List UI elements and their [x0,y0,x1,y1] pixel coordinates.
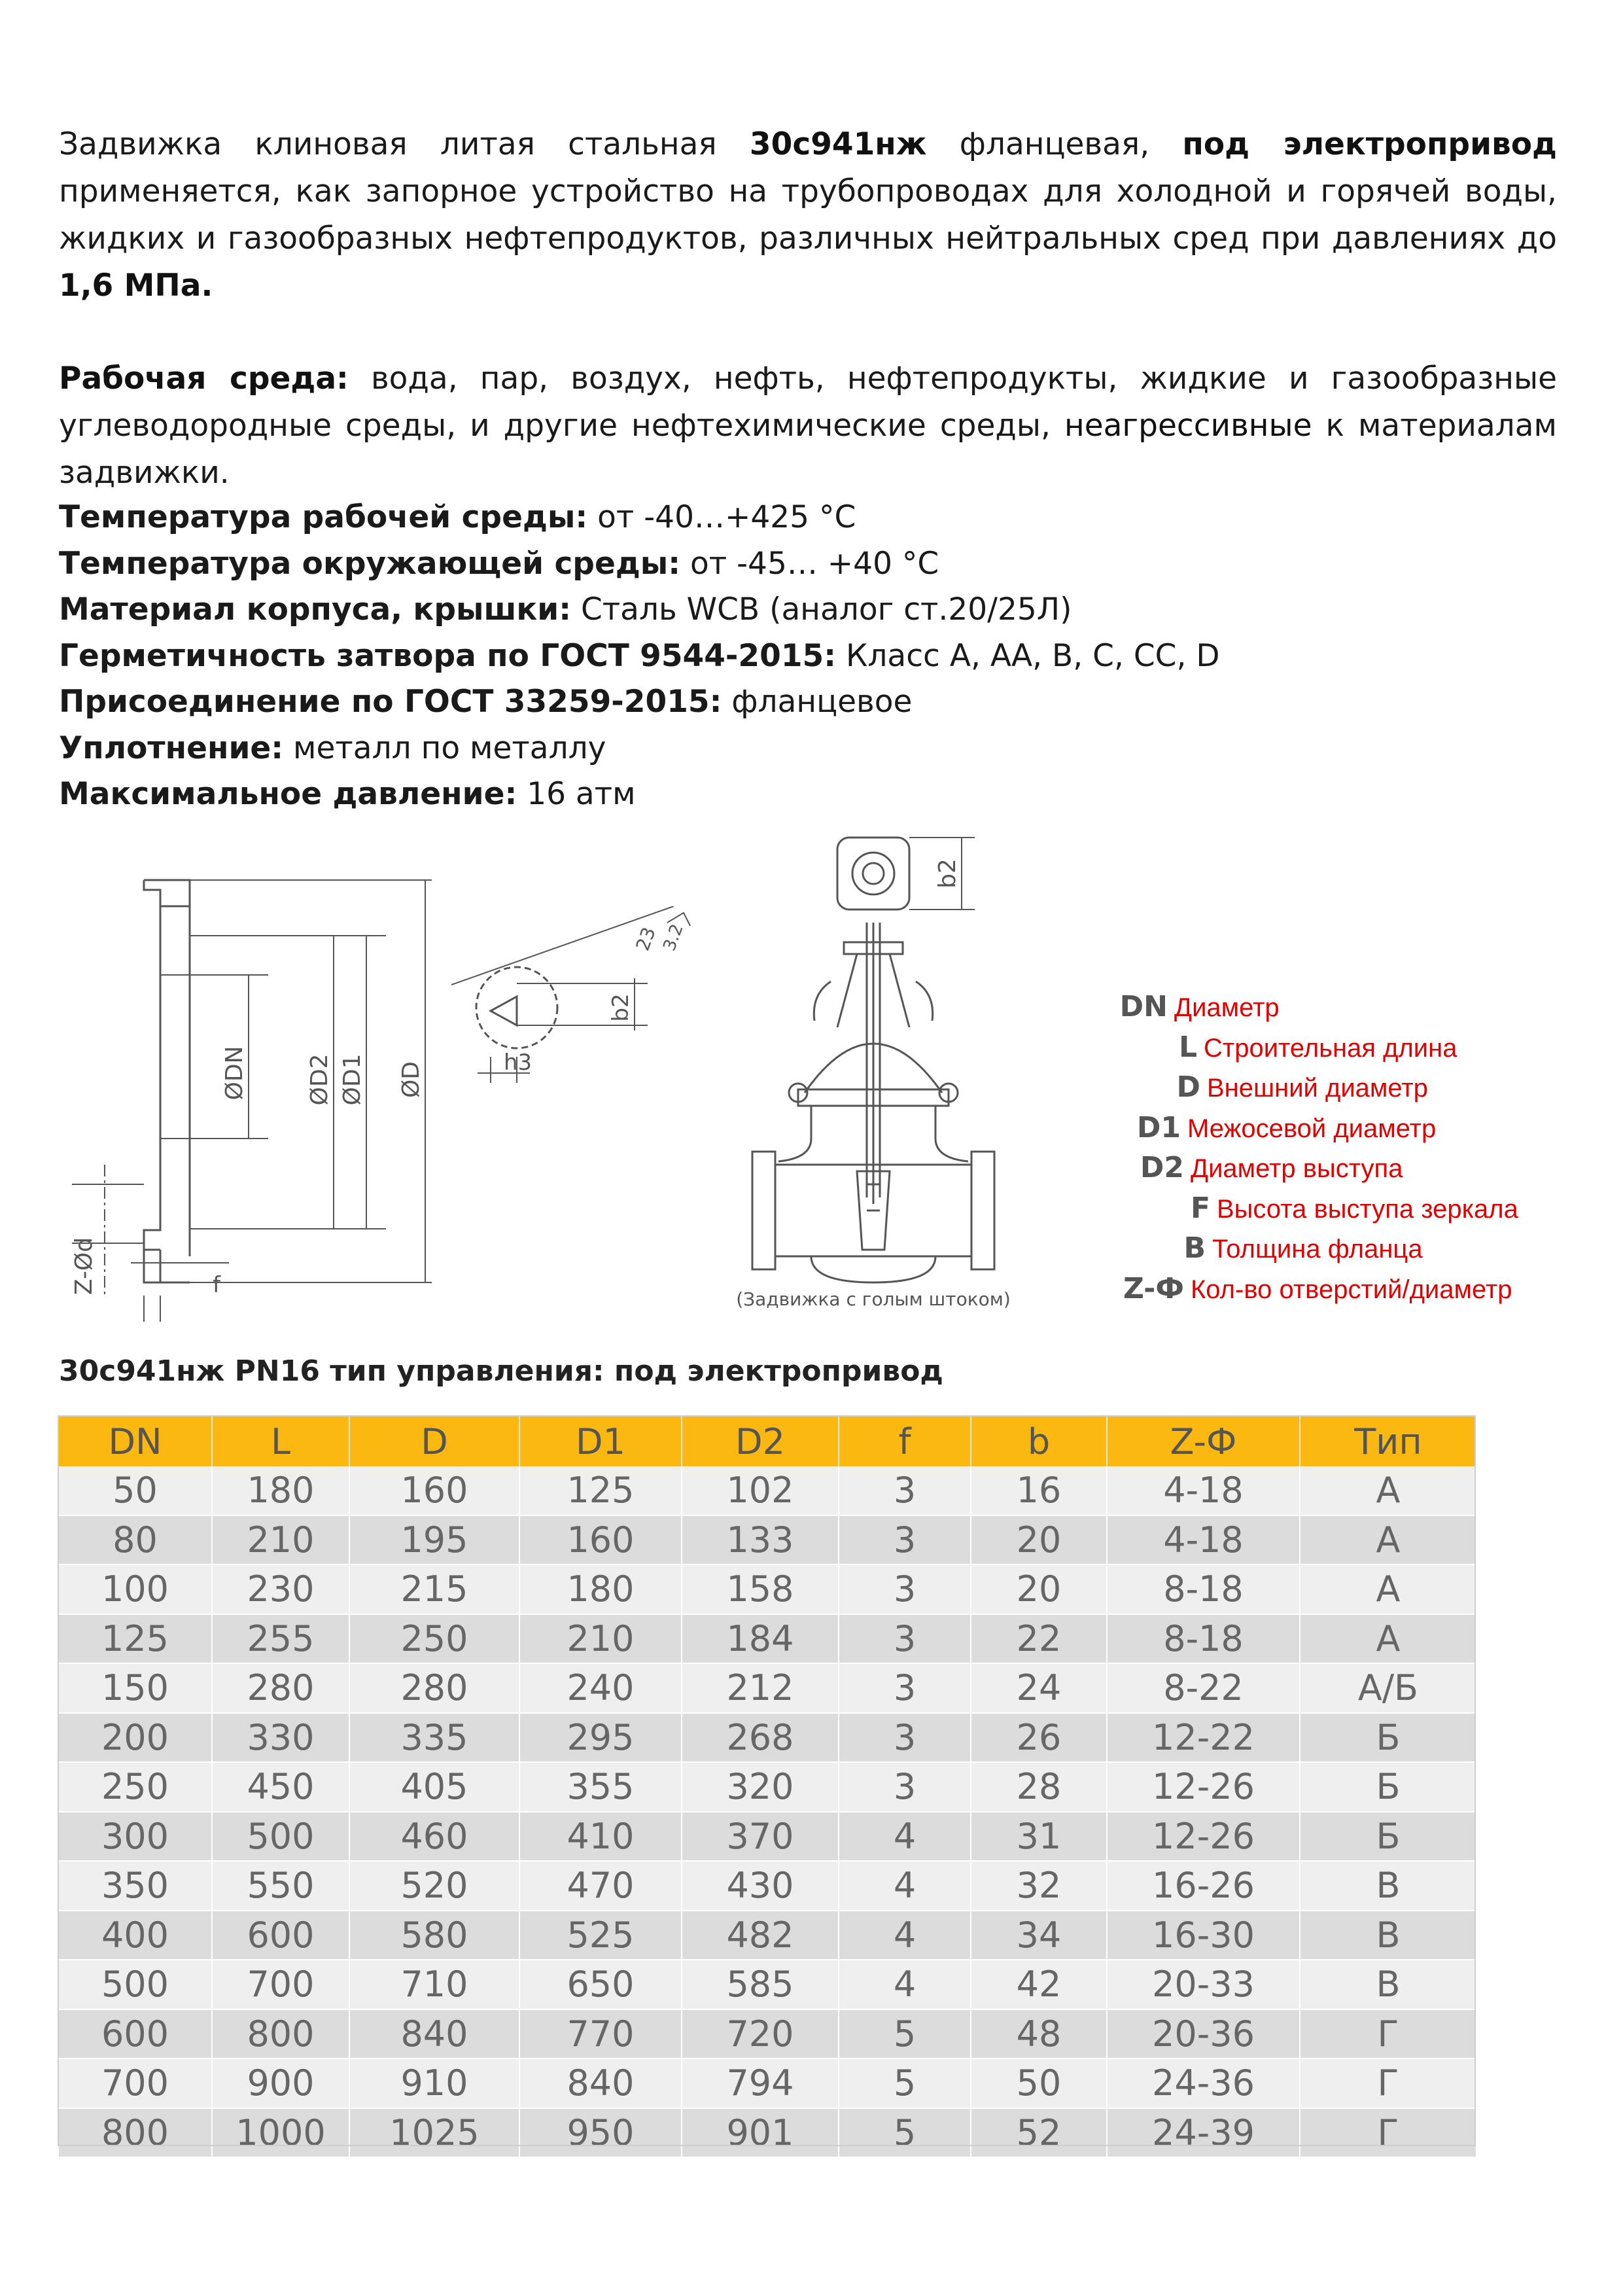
table-cell: 450 [212,1762,349,1812]
table-cell: 26 [971,1713,1107,1763]
table-cell: 5 [839,2108,971,2158]
table-cell: 330 [212,1713,349,1763]
table-cell: 16-30 [1107,1911,1300,1960]
table-cell: 320 [682,1762,839,1812]
table-cell: 215 [349,1564,519,1614]
spec-value: Сталь WCB (аналог ст.20/25Л) [571,592,1072,627]
legend-item [1086,1108,1609,1148]
table-cell: 335 [349,1713,519,1763]
column-header: b [971,1417,1107,1466]
dim-f-label: f [213,1272,220,1298]
legend-description: Диаметр [1174,993,1280,1022]
table-cell: 240 [519,1663,682,1713]
table-cell: 405 [349,1762,519,1812]
table-cell: 4 [839,1812,971,1862]
table-cell: 1025 [349,2108,519,2158]
intro-text: Задвижка клиновая литая стальная [59,126,750,162]
groove-b2-label: b2 [608,993,634,1022]
legend-code: B [1183,1231,1206,1265]
table-cell: 50 [971,2058,1107,2108]
table-row [59,2009,1476,2059]
table-cell: 4-18 [1107,1466,1300,1515]
spec-item [59,679,1557,726]
legend-item [1086,1228,1609,1269]
spec-list [59,495,1557,818]
table-cell: 24-36 [1107,2058,1300,2108]
table-cell: 180 [519,1564,682,1614]
table-cell: 160 [349,1466,519,1515]
table-cell: 210 [212,1515,349,1565]
table-cell: 350 [59,1861,212,1911]
table-cell: 158 [682,1564,839,1614]
table-title: 30с941нж PN16 тип управления: под электропривод [59,1354,943,1388]
table-cell: 212 [682,1663,839,1713]
column-header: f [839,1417,971,1466]
table-cell: 280 [212,1663,349,1713]
table-cell: 250 [349,1614,519,1664]
spec-value: Класс А, АА, В, С, СС, D [836,637,1220,674]
table-cell: 12-22 [1107,1713,1300,1763]
table-cell: 16-26 [1107,1861,1300,1911]
table-cell: 8-18 [1107,1564,1300,1614]
table-cell: 24-39 [1107,2108,1300,2158]
table-cell: А [1300,1564,1476,1614]
table-cell: 5 [839,2009,971,2059]
table-cell: 200 [59,1713,212,1763]
dim-d2-label: ØD2 [306,1053,333,1106]
spec-label: Присоединение по ГОСТ 33259-2015: [59,684,722,720]
legend-description: Строительная длина [1204,1033,1457,1063]
table-cell: Г [1300,2058,1476,2108]
table-cell: 16 [971,1466,1107,1515]
table-row [59,1911,1476,1960]
spec-item [59,541,1557,588]
spec-value: от -40…+425 °С [587,499,856,535]
table-cell: А/Б [1300,1663,1476,1713]
table-cell: 20 [971,1564,1107,1614]
medium-text: вода, пар, воздух, нефть, нефтепродукты, жидкие и газообразные углеводородные среды, и другие нефтехимические среды, [59,361,1557,444]
legend-description: Кол-во отверстий/диаметр [1191,1275,1512,1304]
table-cell: Г [1300,2009,1476,2059]
spec-item [59,726,1557,772]
table-cell: 180 [212,1466,349,1515]
legend-item [1086,1067,1609,1108]
table-cell: 580 [349,1911,519,1960]
table-cell: 800 [59,2108,212,2158]
table-row [59,1713,1476,1763]
table-cell: 700 [59,2058,212,2108]
table-row [59,1960,1476,2009]
legend-item [1086,1188,1609,1229]
groove-angle-label: 23 [631,924,660,954]
table-cell: 80 [59,1515,212,1565]
spec-label: Температура рабочей среды: [59,499,588,535]
table-cell: 100 [59,1564,212,1614]
legend-item [1086,987,1609,1027]
legend-description: Межосевой диаметр [1187,1114,1437,1143]
table-cell: В [1300,1911,1476,1960]
legend-code: D2 [1140,1151,1184,1184]
table-header-row [59,1417,1476,1466]
legend-description: Внешний диаметр [1207,1074,1428,1103]
table-cell: В [1300,1861,1476,1911]
table-cell: 400 [59,1911,212,1960]
groove-h3-label: h3 [504,1050,532,1076]
table-cell: 22 [971,1614,1107,1664]
table-row [59,1614,1476,1664]
table-cell: 50 [59,1466,212,1515]
intro-paragraph [59,121,1557,309]
table-body [59,1466,1476,2157]
table-cell: 184 [682,1614,839,1664]
legend-item [1086,1027,1609,1068]
intro-text: применяется, как запорное устройство на трубопроводах для холодной и горячей воды, жидких и газообразных нефтепродуктов, различных нейтральных сред при давлениях до [59,173,1557,256]
legend-item [1086,1148,1609,1188]
table-cell: 500 [212,1812,349,1862]
table-cell: 840 [519,2058,682,2108]
table-cell: 24 [971,1663,1107,1713]
model-code: 30с941нж [749,126,927,162]
table-cell: 28 [971,1762,1107,1812]
table-cell: 470 [519,1861,682,1911]
table-cell: 8-22 [1107,1663,1300,1713]
dim-d-label: ØD [398,1061,425,1099]
table-cell: 268 [682,1713,839,1763]
table-cell: 52 [971,2108,1107,2158]
table-cell: Б [1300,1762,1476,1812]
table-cell: 230 [212,1564,349,1614]
table-cell: 482 [682,1911,839,1960]
table-row [59,1466,1476,1515]
table-cell: 800 [212,2009,349,2059]
table-cell: 20-33 [1107,1960,1300,2009]
table-cell: 12-26 [1107,1762,1300,1812]
spec-value: фланцевое [722,684,913,720]
legend-code: Z-Ф [1123,1271,1184,1305]
table-cell: Б [1300,1812,1476,1862]
table-cell: 794 [682,2058,839,2108]
legend-description: Толщина фланца [1212,1235,1423,1263]
table-row [59,2108,1476,2158]
column-header: D [349,1417,519,1466]
spec-value: 16 атм [517,776,636,812]
table-cell: А [1300,1466,1476,1515]
table-cell: 31 [971,1812,1107,1862]
spec-value: металл по металлу [283,730,606,766]
table-cell: 102 [682,1466,839,1515]
intro-text: фланцевая, [926,126,1183,162]
spec-label: Максимальное давление: [59,776,517,812]
table-cell: 901 [682,2108,839,2158]
table-cell: 3 [839,1515,971,1565]
table-cell: 3 [839,1564,971,1614]
dim-zd-label: Z-Ød [71,1237,97,1296]
spec-item [59,587,1557,633]
table-cell: 370 [682,1812,839,1862]
table-cell: 42 [971,1960,1107,2009]
table-cell: 34 [971,1911,1107,1960]
medium-text: неагрессивные [1064,408,1312,444]
valve-drawing [713,831,1053,1315]
table-cell: 585 [682,1960,839,2009]
table-cell: 255 [212,1614,349,1664]
legend-code: DN [1119,990,1168,1023]
dimensions-table [59,1417,1476,2158]
legend-code: F [1190,1191,1210,1225]
table-cell: 3 [839,1614,971,1664]
table-cell: 900 [212,2058,349,2108]
valve-b2-label: b2 [934,858,961,889]
table-cell: 3 [839,1762,971,1812]
valve-caption: (Задвижка с голым штоком) [736,1288,1011,1310]
table-cell: 4 [839,1861,971,1911]
table-cell: 410 [519,1812,682,1862]
spec-label: Температура окружающей среды: [59,545,681,582]
legend-item [1086,1269,1609,1309]
drive-type: под электропривод [1182,126,1557,162]
table-cell: 550 [212,1861,349,1911]
table-cell: 125 [59,1614,212,1664]
table-cell: 48 [971,2009,1107,2059]
table-cell: 700 [212,1960,349,2009]
table-cell: 3 [839,1713,971,1763]
table-cell: Б [1300,1713,1476,1763]
dim-dn-label: ØDN [221,1046,248,1101]
table-cell: 160 [519,1515,682,1565]
table-cell: 12-26 [1107,1812,1300,1862]
table-cell: 4 [839,1911,971,1960]
table-cell: 4 [839,1960,971,2009]
dimension-legend [1086,987,1609,1309]
table-cell: 600 [212,1911,349,1960]
column-header: Тип [1300,1417,1476,1466]
spec-item [59,495,1557,541]
table-row [59,1812,1476,1862]
medium-paragraph [59,355,1557,497]
dim-d1-label: ØD1 [339,1053,366,1106]
legend-description: Диаметр выступа [1191,1154,1403,1183]
table-cell: 525 [519,1911,682,1960]
spec-label: Уплотнение: [59,730,284,766]
table-row [59,1762,1476,1812]
medium-label: Рабочая среда: [59,361,349,397]
table-cell: А [1300,1515,1476,1565]
table-cell: 133 [682,1515,839,1565]
column-header: L [212,1417,349,1466]
spec-item [59,771,1557,818]
groove-detail-drawing [451,906,713,1103]
table-cell: 3 [839,1663,971,1713]
table-cell: 32 [971,1861,1107,1911]
table-cell: 600 [59,2009,212,2059]
table-row [59,2058,1476,2108]
table-cell: Г [1300,2108,1476,2158]
table-row [59,1515,1476,1565]
table-cell: 355 [519,1762,682,1812]
table-cell: 20-36 [1107,2009,1300,2059]
table-cell: 8-18 [1107,1614,1300,1664]
table-cell: В [1300,1960,1476,2009]
table-cell: 300 [59,1812,212,1862]
spec-label: Материал корпуса, крышки: [59,592,572,627]
column-header: D1 [519,1417,682,1466]
table-cell: 950 [519,2108,682,2158]
legend-code: L [1178,1030,1197,1064]
table-cell: 460 [349,1812,519,1862]
table-cell: 650 [519,1960,682,2009]
table-row [59,1861,1476,1911]
table-cell: 3 [839,1466,971,1515]
pressure-value: 1,6 МПа. [59,268,213,304]
table-cell: 710 [349,1960,519,2009]
legend-code: D [1176,1070,1200,1104]
groove-roughness-label: 3.2 [659,921,688,954]
table-row [59,1564,1476,1614]
table-cell: 125 [519,1466,682,1515]
table-cell: 720 [682,2009,839,2059]
table-cell: 4-18 [1107,1515,1300,1565]
table-cell: 1000 [212,2108,349,2158]
medium-text: к материалам задвижки. [59,408,1557,491]
column-header: D2 [682,1417,839,1466]
table-cell: 195 [349,1515,519,1565]
table-cell: 295 [519,1713,682,1763]
table-row [59,1663,1476,1713]
legend-code: D1 [1136,1110,1181,1144]
table-cell: 5 [839,2058,971,2108]
table-cell: 770 [519,2009,682,2059]
column-header: DN [59,1417,212,1466]
flange-drawing [59,851,478,1322]
table-cell: 840 [349,2009,519,2059]
table-cell: А [1300,1614,1476,1664]
legend-description: Высота выступа зеркала [1217,1194,1518,1224]
spec-value: от -45… +40 °С [680,545,939,582]
table-cell: 280 [349,1663,519,1713]
table-cell: 520 [349,1861,519,1911]
table-cell: 250 [59,1762,212,1812]
column-header: Z-Ф [1107,1417,1300,1466]
table-cell: 430 [682,1861,839,1911]
table-cell: 910 [349,2058,519,2108]
spec-label: Герметичность затвора по ГОСТ 9544-2015: [59,637,837,674]
table-cell: 20 [971,1515,1107,1565]
table-cell: 150 [59,1663,212,1713]
table-cell: 500 [59,1960,212,2009]
spec-item [59,633,1557,680]
table-cell: 210 [519,1614,682,1664]
